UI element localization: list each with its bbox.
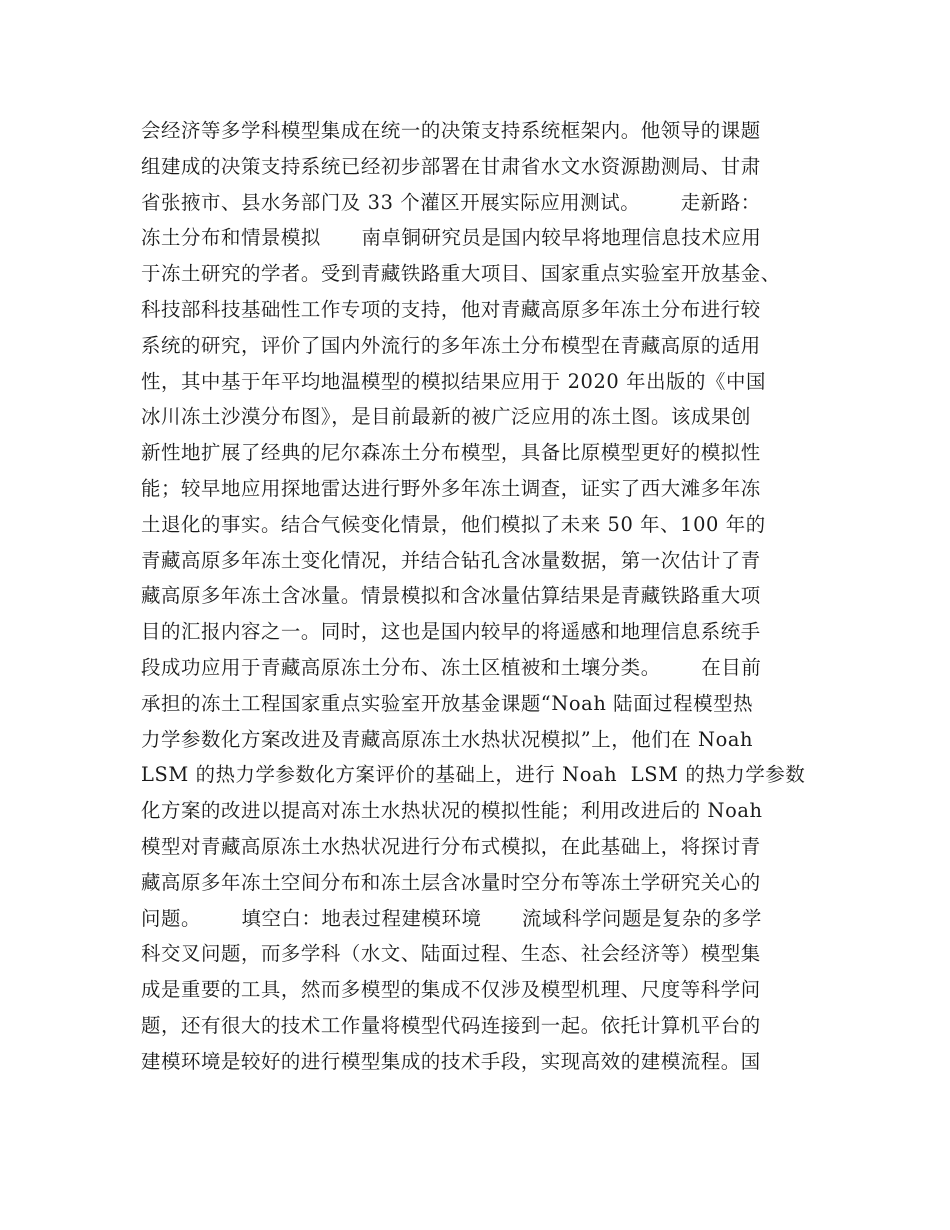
text-line: 题，还有很大的技术工作量将模型代码连接到一起。依托计算机平台的: [141, 1013, 761, 1037]
text-line: 化方案的改进以提高对冻土水热状况的模拟性能；利用改进后的 Noah: [141, 799, 763, 823]
text-line: 承担的冻土工程国家重点实验室开放基金课题“Noah 陆面过程模型热: [141, 691, 754, 715]
text-line: 性，其中基于年平均地温模型的模拟结果应用于 2020 年出版的《中国: [141, 369, 767, 393]
text-line: 科交叉问题，而多学科（水文、陆面过程、生态、社会经济等）模型集: [141, 942, 761, 966]
body-text: [141, 113, 821, 1080]
text-line: 青藏高原多年冻土变化情况，并结合钻孔含冰量数据，第一次估计了青: [141, 548, 761, 572]
text-line: 会经济等多学科模型集成在统一的决策支持系统框架内。他领导的课题: [141, 119, 761, 142]
text-line: 力学参数化方案改进及青藏高原冻土水热状况模拟”上，他们在 Noah: [141, 727, 754, 751]
text-line: LSM 的热力学参数化方案评价的基础上，进行 Noah LSM 的热力学参数: [141, 763, 806, 787]
text-line: 建模环境是较好的进行模型集成的技术手段，实现高效的建模流程。国: [141, 1049, 761, 1073]
text-line: 藏高原多年冻土含冰量。情景模拟和含冰量估算结果是青藏铁路重大项: [141, 584, 761, 608]
text-line: 成是重要的工具，然而多模型的集成不仅涉及模型机理、尺度等科学问: [141, 978, 761, 1002]
text-line: 省张掖市、县水务部门及 33 个灌区开展实际应用测试。 走新路：: [141, 190, 761, 214]
text-line: 问题。 填空白：地表过程建模环境 流域科学问题是复杂的多学: [141, 906, 762, 930]
text-line: 冰川冻土沙漠分布图》，是目前最新的被广泛应用的冻土图。该成果创: [141, 405, 752, 429]
text-line: 系统的研究，评价了国内外流行的多年冻土分布模型在青藏高原的适用: [141, 333, 761, 357]
text-line: 藏高原多年冻土空间分布和冻土层含冰量时空分布等冻土学研究关心的: [141, 870, 761, 894]
text-line: 于冻土研究的学者。受到青藏铁路重大项目、国家重点实验室开放基金、: [141, 262, 781, 286]
text-line: 新性地扩展了经典的尼尔森冻土分布模型，具备比原模型更好的模拟性: [141, 441, 761, 465]
text-line: 组建成的决策支持系统已经初步部署在甘肃省水文水资源勘测局、甘肃: [141, 154, 761, 178]
text-line: 冻土分布和情景模拟 南卓铜研究员是国内较早将地理信息技术应用: [141, 226, 762, 250]
text-line: 段成功应用于青藏高原冻土分布、冻土区植被和土壤分类。 在目前: [141, 655, 762, 679]
text-line: 目的汇报内容之一。同时，这也是国内较早的将遥感和地理信息系统手: [141, 620, 761, 644]
text-line: 科技部科技基础性工作专项的支持，他对青藏高原多年冻土分布进行较: [141, 297, 761, 321]
text-line: 能；较早地应用探地雷达进行野外多年冻土调查，证实了西大滩多年冻: [141, 476, 761, 500]
text-line: 土退化的事实。结合气候变化情景，他们模拟了未来 50 年、100 年的: [141, 512, 766, 536]
text-line: 模型对青藏高原冻土水热状况进行分布式模拟，在此基础上，将探讨青: [141, 834, 761, 858]
